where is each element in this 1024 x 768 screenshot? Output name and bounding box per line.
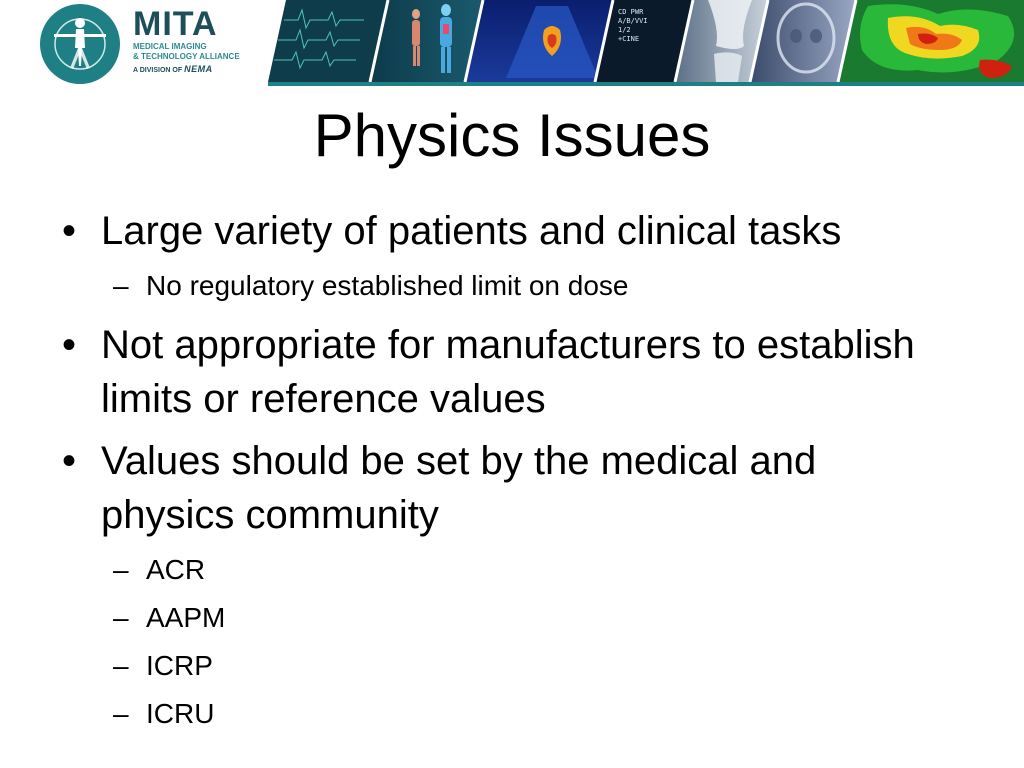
bullet-marker: •: [62, 209, 77, 253]
header-divider: [268, 82, 1024, 86]
logo-name: MITA: [133, 5, 218, 43]
sub-bullet-text: No regulatory established limit on dose: [146, 270, 629, 301]
division-name: NEMA: [184, 64, 213, 74]
sub-bullet-text: ACR: [146, 554, 206, 585]
sub-bullet-text: AAPM: [146, 602, 226, 633]
division-prefix: A DIVISION OF: [133, 67, 183, 74]
sub-bullet-item: [60, 262, 960, 310]
sub-bullet-item: [60, 594, 960, 642]
logo-subtitle-2: & TECHNOLOGY ALLIANCE: [133, 52, 240, 61]
logo-wordmark: [133, 6, 243, 75]
monitor-text-3: 1/2: [618, 26, 631, 34]
ecg-panel: [268, 0, 388, 82]
sub-bullet-item: [60, 546, 960, 594]
sub-bullet-marker: –: [113, 554, 129, 585]
bullet-item: [60, 204, 960, 258]
sub-bullet-text: ICRU: [146, 698, 215, 729]
bullet-list: [60, 204, 960, 738]
sub-bullet-text: ICRP: [146, 650, 213, 681]
sub-bullet-marker: –: [113, 650, 129, 681]
slide-title: Physics Issues: [313, 102, 711, 169]
bullet-item: [60, 434, 960, 542]
body-scan-panel: [370, 0, 483, 82]
bullet-text: Not appropriate for manufacturers to establish limits or reference values: [101, 323, 915, 421]
medical-imaging-banner: [268, 0, 1024, 82]
bullet-marker: •: [62, 439, 77, 483]
monitor-text-1: CD PWR: [618, 8, 644, 16]
sub-bullet-marker: –: [113, 270, 129, 301]
sub-bullet-item: [60, 690, 960, 738]
bullet-text: Large variety of patients and clinical tasks: [101, 209, 842, 253]
logo-division: [133, 65, 243, 75]
logo-subtitle-1: MEDICAL IMAGING: [133, 42, 207, 51]
sub-bullet-item: [60, 642, 960, 690]
monitor-text-4: +CINE: [618, 35, 640, 43]
mita-logo-icon: [40, 4, 120, 84]
sub-bullet-marker: –: [113, 698, 129, 729]
bullet-marker: •: [62, 323, 77, 367]
bullet-text: Values should be set by the medical and physics community: [101, 439, 817, 537]
slide-header: [0, 0, 1024, 86]
sub-bullet-marker: –: [113, 602, 129, 633]
monitor-text-2: A/B/VVI: [618, 17, 648, 25]
bullet-item: [60, 318, 960, 426]
